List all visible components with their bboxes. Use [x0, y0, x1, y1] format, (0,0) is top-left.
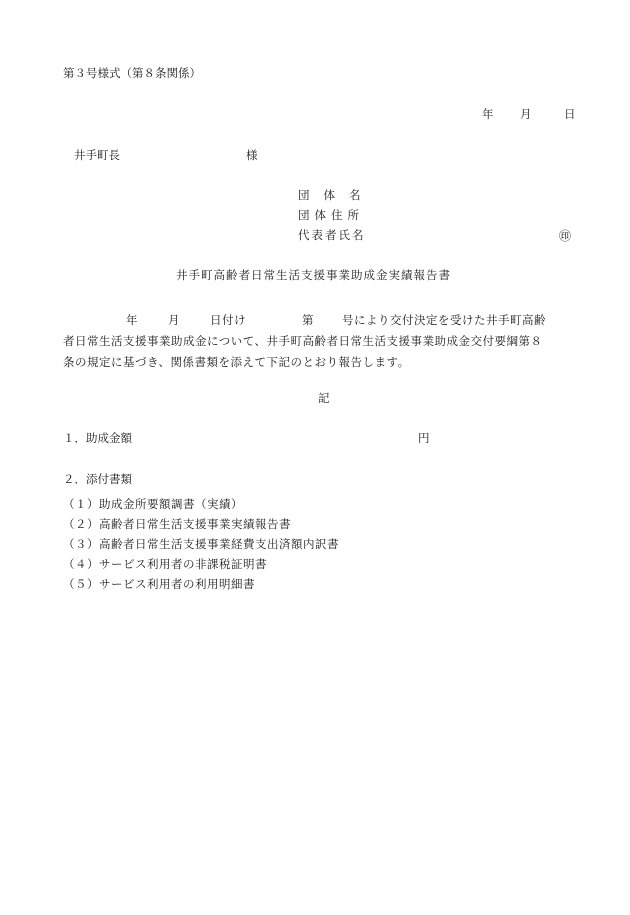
- representative-name-label: 代表者氏名: [298, 228, 366, 242]
- list-item: （５）サービス利用者の利用明細書: [63, 577, 255, 591]
- body-paragraph: [63, 310, 583, 373]
- body-line-1: [63, 310, 583, 331]
- body-line-2: 者日常生活支援事業助成金について、井手町高齢者日常生活支援事業助成金交付要綱第８: [63, 334, 543, 348]
- list-item: （２）高齢者日常生活支援事業実績報告書: [63, 517, 291, 531]
- list-item: （３）高齢者日常生活支援事業経費支出済額内訳書: [63, 537, 339, 551]
- attachments-label: ２．添付書類: [63, 472, 132, 486]
- body-line-3: 条の規定に基づき、関係書類を添えて下記のとおり報告します。: [63, 355, 410, 369]
- list-item: （１）助成金所要額調書（実績）: [63, 497, 243, 511]
- subsidy-amount-label: １．助成金額: [63, 431, 132, 445]
- body-date-suffix: 日付け: [210, 313, 246, 327]
- seal-icon: ㊞: [559, 229, 572, 243]
- group-name-label: 団体名: [298, 188, 375, 202]
- body-year-label: 年: [126, 313, 138, 327]
- list-item: （４）サービス利用者の非課税証明書: [63, 557, 267, 571]
- body-line-1-rest: 号により交付決定を受けた井手町高齢: [342, 313, 546, 327]
- date-line: [482, 109, 576, 121]
- document-title: 井手町高齢者日常生活支援事業助成金実績報告書: [176, 268, 451, 282]
- addressee-honorific: 様: [246, 148, 258, 162]
- body-number-prefix: 第: [302, 313, 314, 327]
- date-year-label: 年: [482, 107, 494, 121]
- addressee-name: 井手町長: [74, 148, 120, 162]
- ki-heading: 記: [318, 391, 330, 405]
- attachments-list: [63, 494, 339, 594]
- yen-unit: 円: [418, 431, 430, 445]
- group-address-label: 団体住所: [298, 208, 364, 222]
- date-month-label: 月: [520, 107, 532, 121]
- body-month-label: 月: [168, 313, 180, 327]
- date-day-label: 日: [564, 107, 576, 121]
- form-number: 第３号様式（第８条関係）: [63, 66, 201, 80]
